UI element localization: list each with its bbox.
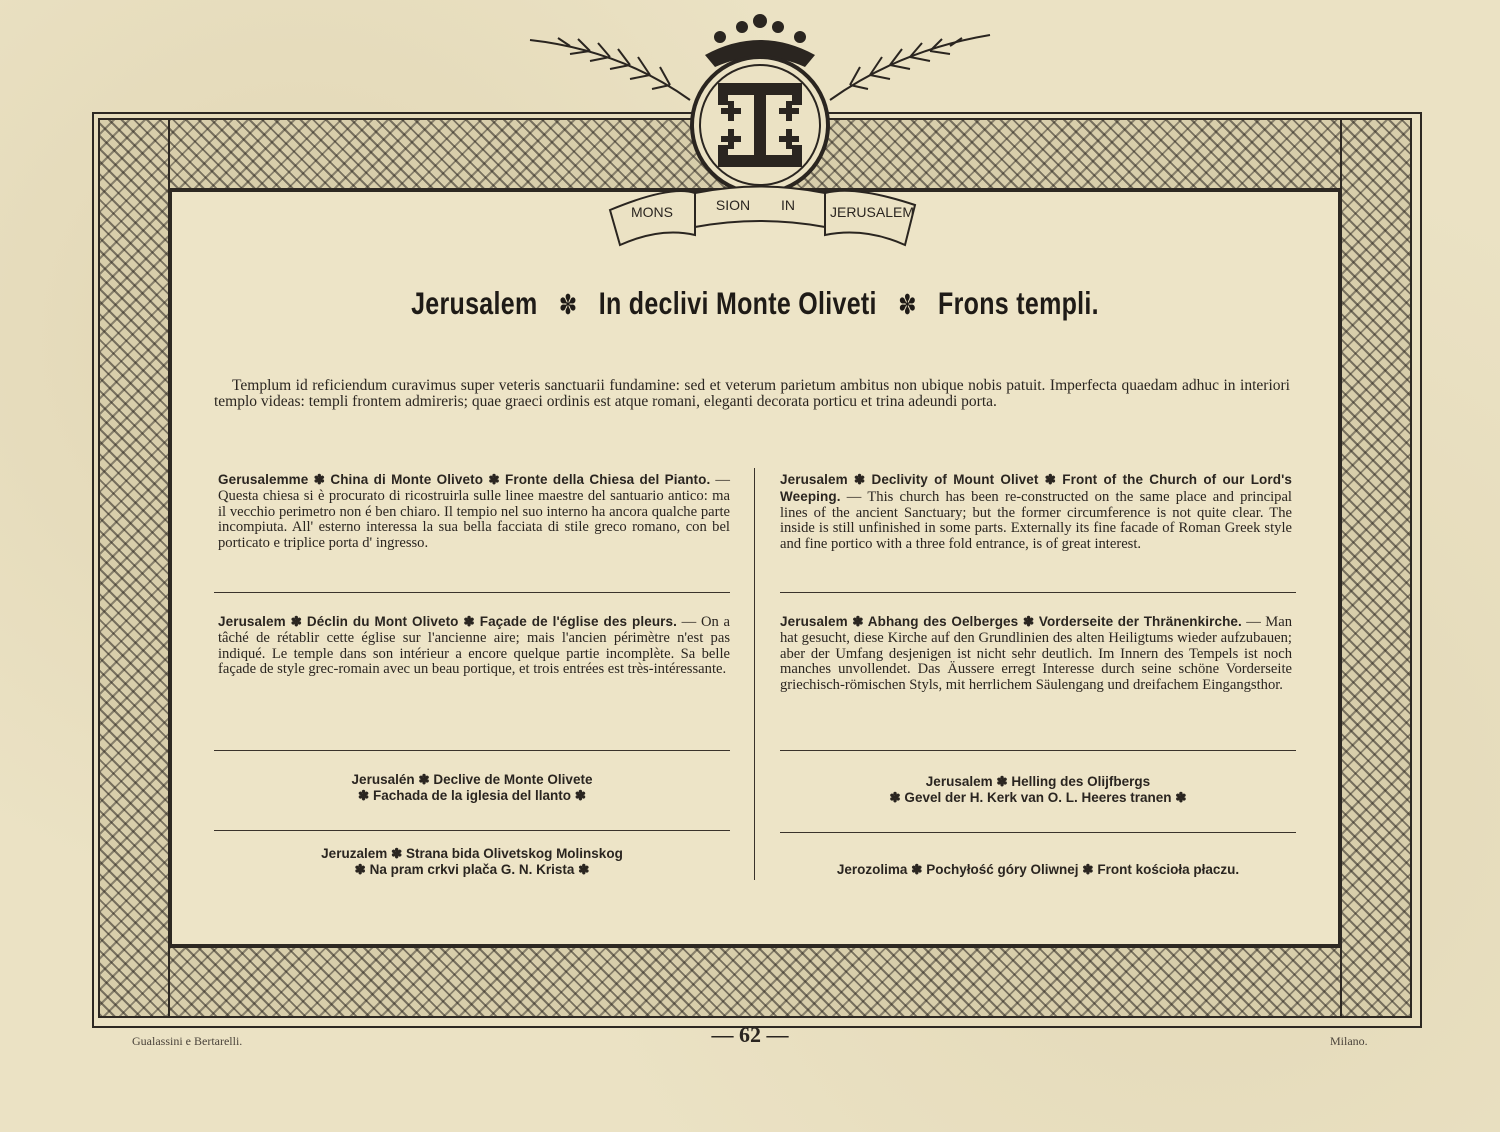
- jerusalem-cross-emblem: [520, 5, 1000, 275]
- palm-branch-left-icon: [530, 38, 690, 100]
- spanish-line-2: ✽ Fachada de la iglesia del llanto ✽: [357, 788, 587, 803]
- italian-paragraph: [218, 472, 730, 552]
- latin-intro: Templum id reficiendum curavimus super veteris sanctuarii fundamine: sed et veterum parietum ambitus non ubique nobis patuit. Imperfecta quaedam adhuc in interiori templo videas: templi frontem admireris; quae graeci ordinis est atque romani, eleganti decorata porticu et trina adeundi porta.: [214, 377, 1290, 410]
- frame-band-right: [1340, 118, 1412, 1018]
- publisher-name: Gualassini e Bertarelli.: [132, 1034, 243, 1048]
- ribbon-word-mons: MONS: [631, 204, 673, 220]
- separator-glyph: ✽: [898, 288, 917, 321]
- german-heading: Jerusalem ✽ Abhang des Oelberges ✽ Vorderseite der Thränenkirche.: [780, 614, 1242, 629]
- page-title: [170, 286, 1340, 322]
- polish-block: [780, 862, 1296, 878]
- page-number: — 62 —: [711, 1022, 789, 1047]
- polish-line-1: Jerozolima ✽ Pochyłość góry Oliwnej ✽ Front kościoła płaczu.: [836, 862, 1240, 877]
- dutch-line-1: Jerusalem ✽ Helling des Olijfbergs: [925, 774, 1151, 789]
- spanish-block: [214, 772, 730, 804]
- italian-heading: Gerusalemme ✽ China di Monte Oliveto ✽ Fronte della Chiesa del Pianto.: [218, 472, 711, 487]
- french-body: — On a tâché de rétablir cette église sur l'ancienne aire; mais l'ancien périmètre n'est pas indiqué. Le temple dans son intérieur a encore quelque partie incomplète. Sa belle façade de style grec-romain avec un beau portique, et trois entrées est très-intéressante.: [218, 614, 730, 678]
- rule-left-3: [214, 830, 730, 831]
- title-part-1: Jerusalem: [411, 286, 538, 322]
- ribbon-word-in: IN: [781, 197, 795, 213]
- title-part-3: Frons templi.: [938, 286, 1099, 322]
- english-heading: Jerusalem ✽ Declivity of Mount Olivet ✽ Front of the Church of our Lord's Weeping.: [780, 472, 1292, 504]
- palm-branch-right-icon: [830, 35, 990, 100]
- publisher-city: Milano.: [1330, 1034, 1368, 1048]
- spanish-line-1: Jerusalén ✽ Declive de Monte Olivete: [351, 772, 593, 787]
- dutch-line-2: ✽ Gevel der H. Kerk van O. L. Heeres tranen ✽: [889, 790, 1187, 805]
- title-part-2: In declivi Monte Oliveti: [598, 286, 877, 322]
- rule-left-1: [214, 592, 730, 593]
- rule-right-3: [780, 832, 1296, 833]
- ribbon-word-jerusalem: JERUSALEM: [829, 204, 915, 220]
- rule-right-1: [780, 592, 1296, 593]
- croatian-block: [214, 846, 730, 878]
- dutch-block: [780, 774, 1296, 806]
- english-body: — This church has been re-constructed on the same place and principal lines of the ancient Sanctuary; but the former circumference is not quite clear. The inside is still unfinished in some parts. Externally its fine facade of Roman Greek style and fine portico with a three fold entrance, is of great interest.: [780, 488, 1292, 553]
- frame-band-bottom: [98, 946, 1412, 1018]
- rule-left-2: [214, 750, 730, 751]
- french-heading: Jerusalem ✽ Déclin du Mont Oliveto ✽ Façade de l'église des pleurs.: [218, 614, 677, 629]
- french-paragraph: [218, 614, 730, 678]
- rule-right-2: [780, 750, 1296, 751]
- ribbon-word-sion: SION: [715, 197, 751, 213]
- column-divider: [754, 468, 755, 880]
- italian-body: — Questa chiesa si è procurato di ricostruirla sulle linee maestre del santuario antico: ma il vecchio perimetro non é ben chiaro. Il tempio nel suo interno ha ancora qualche parte incompiuta. All' esterno interessa la sua bella facciata di stile greco romano, con bel porticato e triplice porta d' ingresso.: [218, 472, 731, 552]
- frame-band-left: [98, 118, 170, 1018]
- separator-glyph: ✽: [558, 288, 578, 321]
- german-body: — Man hat gesucht, diese Kirche auf den Grundlinien des alten Heiligtums wieder aufzubauen; aber der Umfang desjenigen ist nicht sehr deutlich. Im Innern des Tempels ist noch manches unvollendet. Das Äussere erregt Interesse durch seine schöne Vorderseite griechisch-römischen Styls, mit herrlichem Säulengang und dreifachem Eingangsthor.: [780, 614, 1292, 694]
- croatian-line-2: ✽ Na pram crkvi plača G. N. Krista ✽: [354, 862, 590, 877]
- german-paragraph: [780, 614, 1292, 694]
- croatian-line-1: Jeruzalem ✽ Strana bida Olivetskog Molinskog: [321, 846, 623, 861]
- english-paragraph: [780, 472, 1292, 553]
